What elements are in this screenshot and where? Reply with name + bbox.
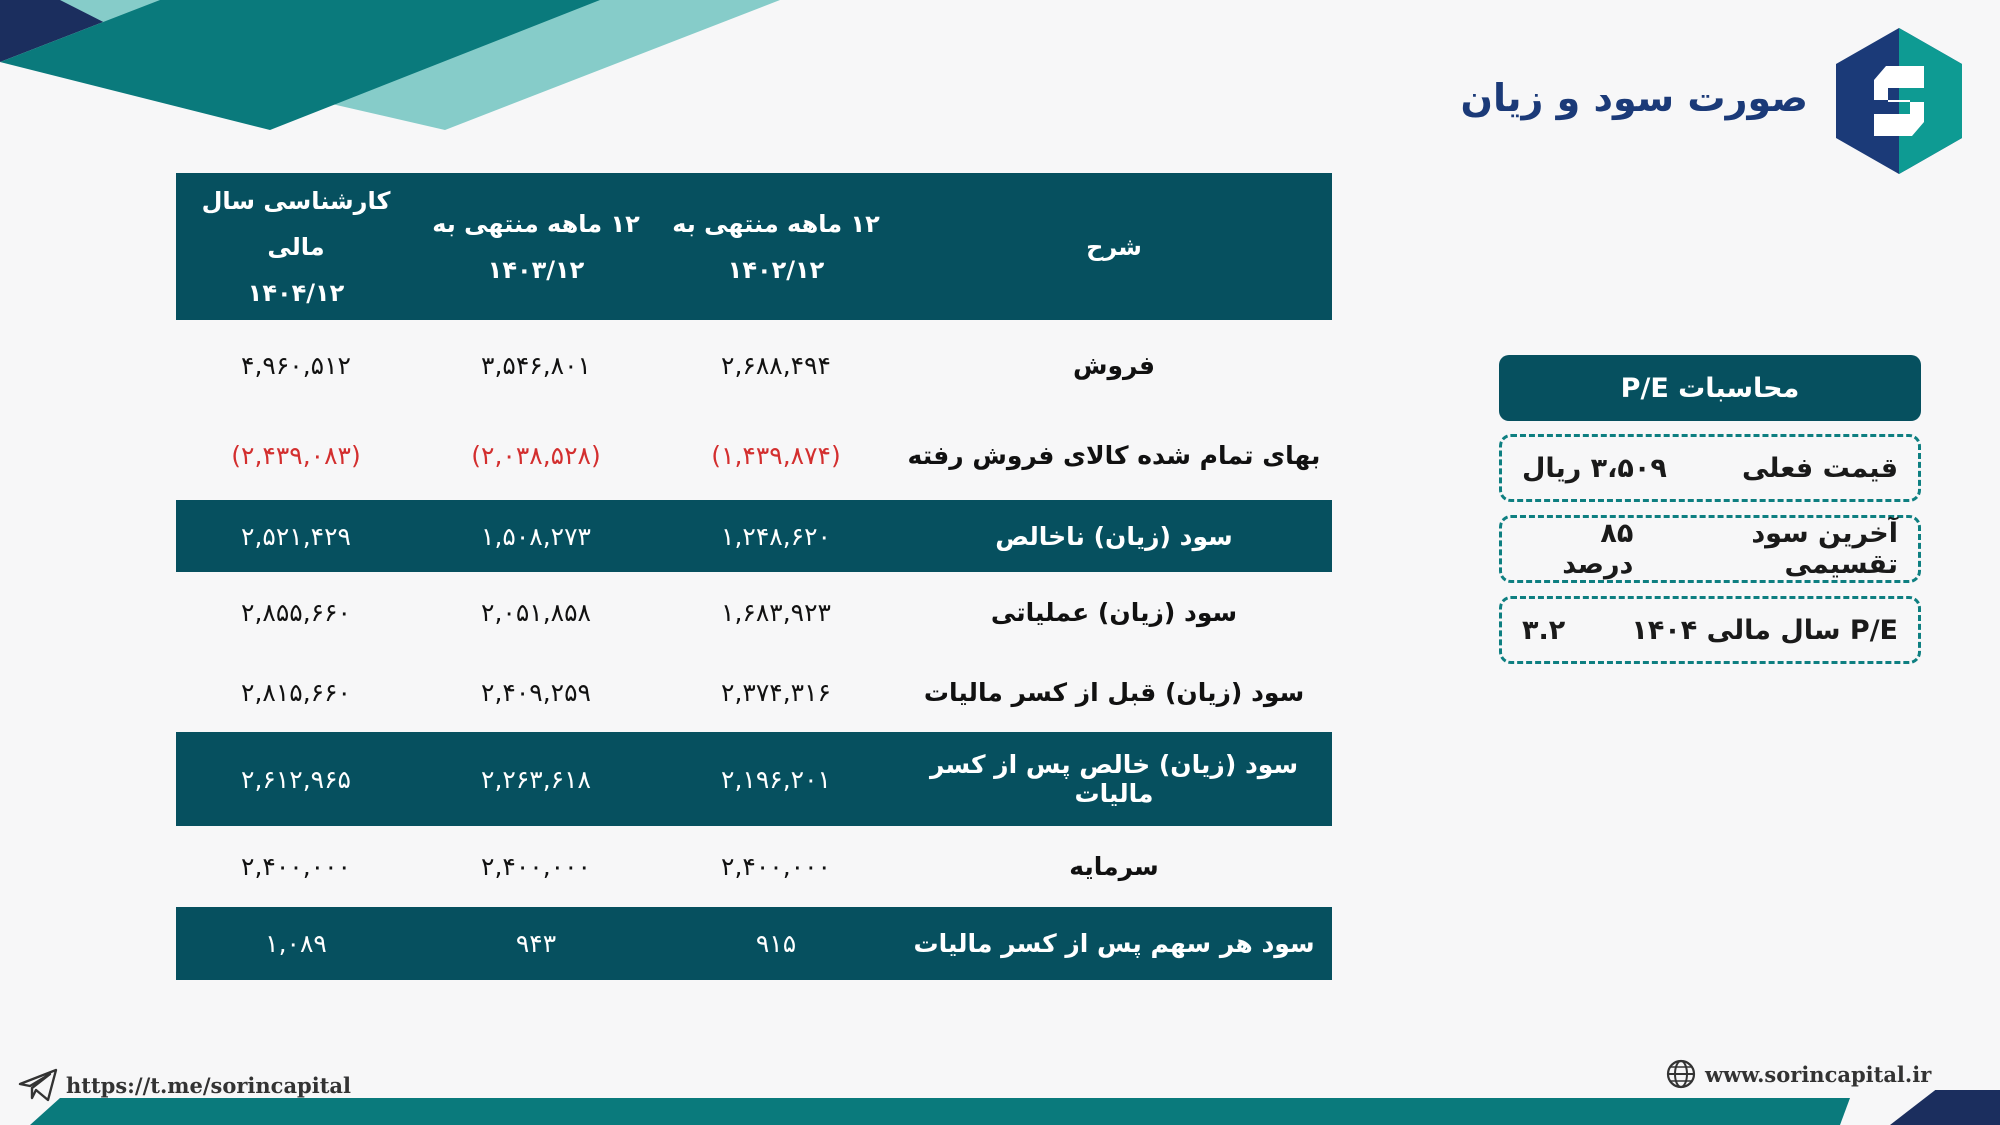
pe-item-current-price: [1499, 434, 1921, 502]
row-label: سود (زیان) خالص پس از کسر مالیات: [929, 750, 1299, 808]
pe-panel: [1499, 355, 1921, 664]
row-label: سود (زیان) ناخالص: [995, 521, 1233, 551]
cell-1404: ۲,۴۰۰,۰۰۰: [241, 852, 351, 881]
column-header-1402: ۱۲ ماهه منتهی به ۱۴۰۲/۱۲: [672, 209, 880, 284]
table-header-row: [176, 173, 1332, 320]
cell-1404: (۲,۴۳۹,۰۸۳): [231, 440, 361, 470]
pe-item-label: P/E سال مالی ۱۴۰۴: [1631, 614, 1898, 646]
cell-1404: ۲,۶۱۲,۹۶۵: [241, 764, 351, 794]
pe-item-last-dividend: [1499, 515, 1921, 583]
column-header-description: شرح: [1086, 232, 1142, 261]
cell-1403: ۱,۵۰۸,۲۷۳: [481, 521, 591, 551]
cell-1403: ۲,۴۰۰,۰۰۰: [481, 852, 591, 881]
sorin-logo-icon: [1836, 28, 1962, 174]
cell-1403: ۲,۴۰۹,۲۵۹: [481, 677, 591, 707]
column-header-1404: کارشناسی سال مالی ۱۴۰۴/۱۲: [201, 186, 391, 307]
table-row-operating-profit: [176, 572, 1332, 652]
table-row-capital: [176, 826, 1332, 907]
row-label: فروش: [1073, 350, 1155, 380]
table-row-gross-profit: [176, 500, 1332, 572]
telegram-link[interactable]: [18, 1068, 351, 1102]
website-link[interactable]: [1665, 1058, 1931, 1090]
pe-item-label: قیمت فعلی: [1741, 452, 1898, 484]
column-header-1403: ۱۲ ماهه منتهی به ۱۴۰۳/۱۲: [432, 209, 640, 284]
cell-1402: ۱,۶۸۳,۹۲۳: [721, 597, 831, 627]
pe-item-label: آخرین سود تقسیمی: [1751, 518, 1898, 580]
cell-1404: ۲,۸۵۵,۶۶۰: [241, 597, 351, 627]
cell-1403: ۲,۲۶۳,۶۱۸: [481, 764, 591, 794]
pe-item-value: ۳،۵۰۹ ریال: [1522, 452, 1667, 484]
cell-1402: ۲,۳۷۴,۳۱۶: [721, 677, 831, 707]
table-row-net-profit: [176, 732, 1332, 826]
row-label: سرمایه: [1069, 852, 1159, 881]
cell-1403: ۲,۰۵۱,۸۵۸: [481, 597, 591, 627]
cell-1403: ۹۴۳: [515, 929, 557, 958]
telegram-url[interactable]: https://t.me/sorincapital: [66, 1072, 352, 1098]
globe-icon: [1665, 1058, 1697, 1090]
pe-item-value: ۳.۲: [1522, 614, 1566, 646]
cell-1402: ۲,۴۰۰,۰۰۰: [721, 852, 831, 881]
table-row-cogs: [176, 410, 1332, 500]
cell-1403: (۲,۰۳۸,۵۲۸): [471, 440, 601, 470]
row-label: سود (زیان) قبل از کسر مالیات: [923, 677, 1305, 707]
website-url[interactable]: www.sorincapital.ir: [1705, 1061, 1932, 1087]
pe-item-value: ۸۵ درصد: [1562, 518, 1634, 580]
table-row-eps: [176, 907, 1332, 980]
cell-1404: ۲,۵۲۱,۴۲۹: [241, 521, 351, 551]
cell-1404: ۴,۹۶۰,۵۱۲: [241, 350, 351, 380]
cell-1402: ۱,۲۴۸,۶۲۰: [721, 521, 831, 551]
page-title: صورت سود و زیان: [1460, 76, 1808, 120]
table-row-sales: [176, 320, 1332, 410]
table-row-pretax-profit: [176, 652, 1332, 732]
telegram-icon: [18, 1068, 58, 1102]
cell-1404: ۲,۸۱۵,۶۶۰: [241, 677, 351, 707]
income-statement-table: [176, 173, 1332, 980]
cell-1402: ۲,۶۸۸,۴۹۴: [721, 350, 831, 380]
cell-1402: ۹۱۵: [755, 929, 797, 958]
pe-panel-title: محاسبات P/E: [1499, 355, 1921, 421]
cell-1404: ۱,۰۸۹: [265, 929, 327, 958]
cell-1402: (۱,۴۳۹,۸۷۴): [711, 440, 841, 470]
header-decoration: [0, 0, 800, 135]
row-label: سود (زیان) عملیاتی: [990, 597, 1238, 627]
cell-1403: ۳,۵۴۶,۸۰۱: [481, 350, 591, 380]
cell-1402: ۲,۱۹۶,۲۰۱: [721, 764, 831, 794]
pe-item-pe-1404: [1499, 596, 1921, 664]
row-label: سود هر سهم پس از کسر مالیات: [913, 929, 1315, 958]
row-label: بهای تمام شده کالای فروش رفته: [907, 440, 1321, 470]
